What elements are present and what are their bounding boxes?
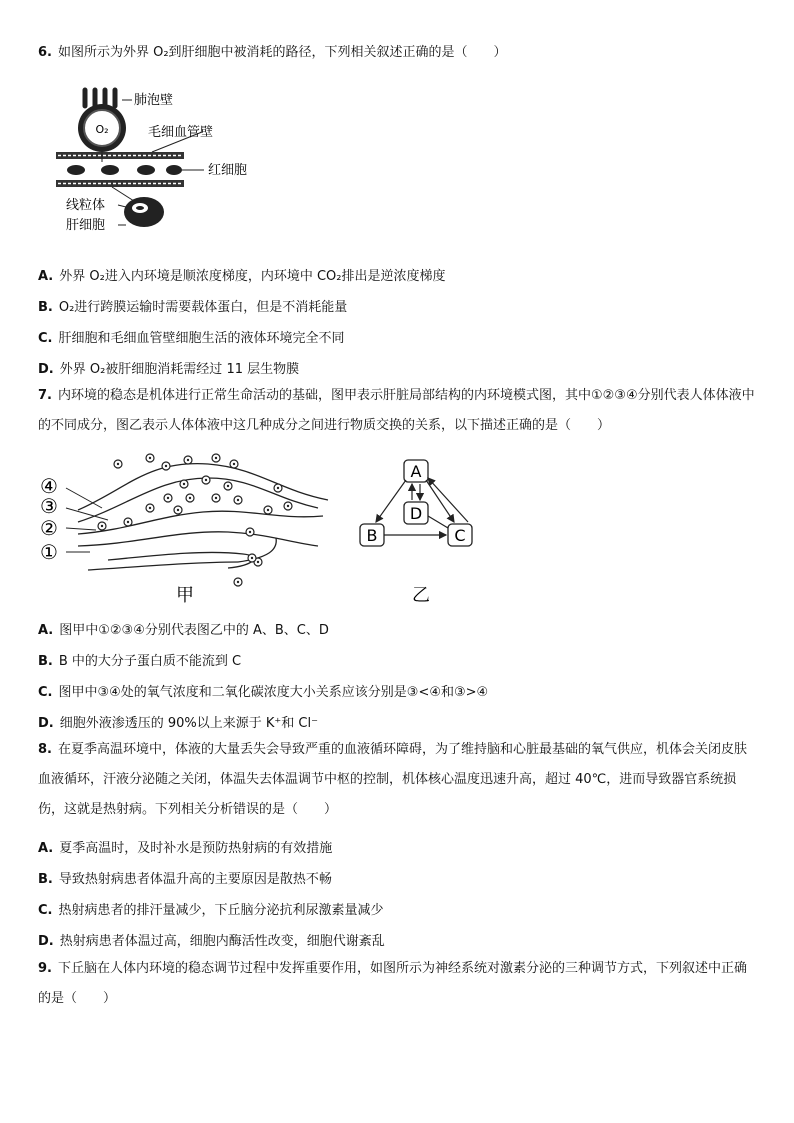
question-number: 7. xyxy=(38,388,52,403)
q8-option-b[interactable] xyxy=(38,868,332,887)
capillary-wall-label: 毛细血管壁 xyxy=(148,125,214,140)
label-fluid-2: ② xyxy=(40,516,58,540)
capillary-icon xyxy=(56,152,184,187)
label-fluid-4: ④ xyxy=(40,474,58,498)
option-letter: B. xyxy=(38,654,53,669)
node-d-label: D xyxy=(409,504,423,523)
q6-option-a[interactable] xyxy=(38,265,445,284)
option-text: B 中的大分子蛋白质不能流到 C xyxy=(58,654,242,669)
option-letter: D. xyxy=(38,362,54,377)
label-fluid-3: ③ xyxy=(40,494,58,518)
q6-option-b[interactable] xyxy=(38,296,347,315)
figure-yi xyxy=(356,456,486,606)
alveolus-icon xyxy=(78,90,126,152)
q7-option-a[interactable] xyxy=(38,619,329,638)
question-text: 在夏季高温环境中，体液的大量丢失会导致严重的血液循环障碍，为了维持脑和心脏最基础的氧气供应，机体会关闭皮肤血液循环，汗液分泌随之关闭，体温失去体温调节中枢的控制，机体核心温度迅速升高，超过 40℃，进而导致器官系统损伤，这就是热射病。下列相关分析错误的是（ ） xyxy=(38,742,747,817)
option-letter: C. xyxy=(38,903,53,918)
mitochondria-label: 线粒体 xyxy=(66,198,106,213)
question-text: 下丘脑在人体内环境的稳态调节过程中发挥重要作用，如图所示为神经系统对激素分泌的三种调节方式，下列叙述中正确的是（ ） xyxy=(38,961,747,1006)
label-fluid-1: ① xyxy=(40,540,58,564)
figure-caption-jia: 甲 xyxy=(176,585,194,606)
q8-option-c[interactable] xyxy=(38,899,384,918)
option-letter: A. xyxy=(38,269,54,284)
o2-label: O₂ xyxy=(95,123,109,136)
figure-o2-pathway xyxy=(52,84,312,234)
option-letter: C. xyxy=(38,331,53,346)
option-letter: A. xyxy=(38,841,54,856)
cells-icon xyxy=(98,454,292,586)
option-text: 热射病患者体温过高，细胞内酶活性改变，细胞代谢紊乱 xyxy=(59,934,385,949)
option-text: 细胞外液渗透压的 90%以上来源于 K⁺和 Cl⁻ xyxy=(59,716,318,731)
option-text: 外界 O₂被肝细胞消耗需经过 11 层生物膜 xyxy=(59,362,300,377)
question-number: 6. xyxy=(38,45,52,60)
liver-cell-label: 肝细胞 xyxy=(66,218,106,233)
q6-option-d[interactable] xyxy=(38,358,299,377)
rbc-label: 红细胞 xyxy=(208,163,248,178)
alveolus-wall-label: 肺泡壁 xyxy=(134,93,174,108)
option-text: 图甲中①②③④分别代表图乙中的 A、B、C、D xyxy=(59,623,329,638)
q7-option-b[interactable] xyxy=(38,650,241,669)
option-text: 图甲中③④处的氧气浓度和二氧化碳浓度大小关系应该分别是③<④和③>④ xyxy=(58,685,489,700)
option-letter: B. xyxy=(38,872,53,887)
question-9-stem xyxy=(38,954,756,1014)
node-c-label: C xyxy=(454,526,466,545)
option-letter: D. xyxy=(38,716,54,731)
q6-option-c[interactable] xyxy=(38,327,345,346)
question-number: 9. xyxy=(38,961,52,976)
option-letter: A. xyxy=(38,623,54,638)
option-letter: C. xyxy=(38,685,53,700)
question-number: 8. xyxy=(38,742,52,757)
node-b-label: B xyxy=(366,526,378,545)
option-text: 肝细胞和毛细血管壁细胞生活的液体环境完全不同 xyxy=(58,331,345,346)
question-8-stem xyxy=(38,735,756,825)
question-7-stem xyxy=(38,381,756,441)
question-text: 如图所示为外界 O₂到肝细胞中被消耗的路径，下列相关叙述正确的是（ ） xyxy=(57,45,507,60)
liver-cell-icon xyxy=(112,187,164,227)
q8-option-d[interactable] xyxy=(38,930,385,949)
q7-option-c[interactable] xyxy=(38,681,488,700)
figure-caption-yi: 乙 xyxy=(412,585,430,606)
option-text: 夏季高温时，及时补水是预防热射病的有效措施 xyxy=(59,841,333,856)
q7-option-d[interactable] xyxy=(38,712,318,731)
question-text: 内环境的稳态是机体进行正常生命活动的基础，图甲表示肝脏局部结构的内环境模式图，其中①②③④分别代表人体体液中的不同成分，图乙表示人体体液中这几种成分之间进行物质交换的关系，以下描述正确的是（ ） xyxy=(38,388,755,433)
figure-jia xyxy=(38,450,338,610)
option-text: O₂进行跨膜运输时需要载体蛋白，但是不消耗能量 xyxy=(58,300,348,315)
option-letter: D. xyxy=(38,934,54,949)
option-text: 导致热射病患者体温升高的主要原因是散热不畅 xyxy=(58,872,332,887)
question-6-stem xyxy=(38,38,507,68)
option-text: 外界 O₂进入内环境是顺浓度梯度，内环境中 CO₂排出是逆浓度梯度 xyxy=(59,269,446,284)
q8-option-a[interactable] xyxy=(38,837,332,856)
option-letter: B. xyxy=(38,300,53,315)
option-text: 热射病患者的排汗量减少，下丘脑分泌抗利尿激素量减少 xyxy=(58,903,384,918)
node-a-label: A xyxy=(410,462,422,481)
